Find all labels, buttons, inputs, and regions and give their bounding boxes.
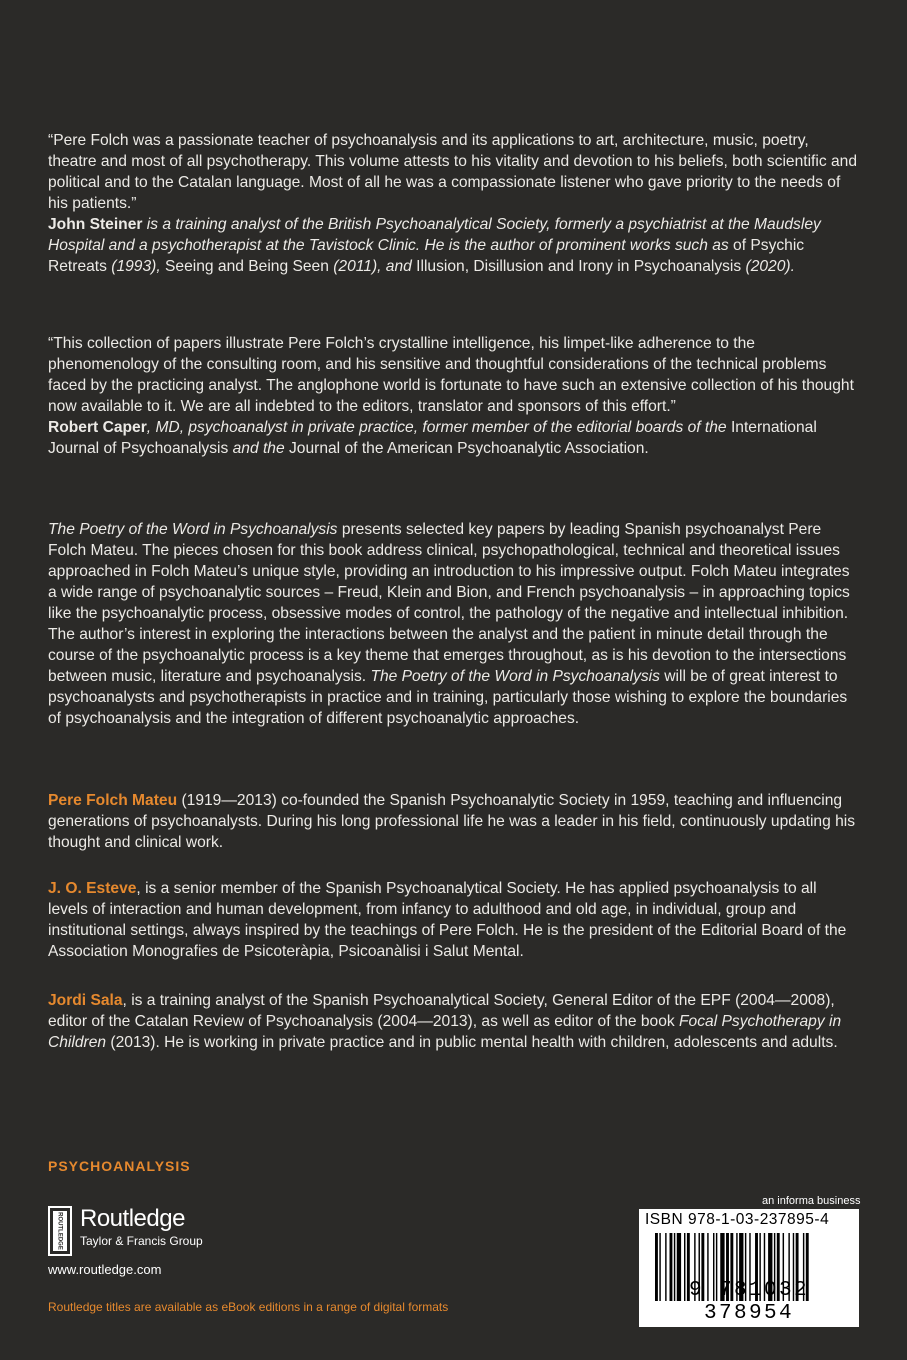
description-text: will be of great interest to psychoanalysts and psychotherapists in practice and in training, particularly those wishing to explore the boundaries of psychoanalysis and the integration of different psychoanalytic approaches. xyxy=(48,668,848,727)
book-title: Seeing and Being Seen xyxy=(165,258,329,275)
journal-title: International Journal of Psychoanalysis xyxy=(48,419,817,457)
informa-tagline: an informa business xyxy=(762,1195,861,1207)
bio-esteve xyxy=(48,878,860,962)
bio-text: (1919—2013) co-founded the Spanish Psychoanalytic Society in 1959, teaching and influencing generations of psychoanalysts. During his long professional life he was a leader in his field, continuously updating his thought and clinical work. xyxy=(48,792,856,851)
journal-title: Journal of the American Psychoanalytic Association. xyxy=(289,440,649,457)
endorser-bio: is a training analyst of the British Psychoanalytical Society, formerly a psychiatrist at the Maudsley Hospital and a psychotherapist at the Tavistock Clinic. He is the author of prominent works such as xyxy=(48,216,821,254)
book-title: of Psychic Retreats xyxy=(48,237,805,275)
author-name: Jordi Sala xyxy=(48,992,123,1009)
book-title: Illusion, Disillusion and Irony in Psychoanalysis xyxy=(416,258,742,275)
description-text: presents selected key papers by leading Spanish psychoanalyst Pere Folch Mateu. The pieces chosen for this book address clinical, psychopathological, technical and theoretical issues approached in Folch Mateu’s unique style, providing an introduction to his impressive output. Folch Mateu integrates a wide range of psychoanalytic sources – Freud, Klein and Bion, and French psychoanalysis – in approaching topics like the psychoanalytic process, obsessive modes of control, the pathology of the negative and intellectual inhibition. The author’s interest in exploring the interactions between the analyst and the patient in minute detail through the course of the psychoanalytic process is a key theme that emerges throughout, as is his devotion to the intersections between music, literature and psychoanalysis. xyxy=(48,521,850,685)
author-name: Pere Folch Mateu xyxy=(48,792,178,809)
author-name: J. O. Esteve xyxy=(48,880,137,897)
barcode-digits: 9 781032 378954 xyxy=(688,1279,810,1325)
bio-folch xyxy=(48,790,860,853)
book-description xyxy=(48,519,860,729)
book-title: The Poetry of the Word in Psychoanalysis xyxy=(370,668,660,685)
book-year: (2011), and xyxy=(328,258,417,275)
publisher-logo xyxy=(48,1206,203,1256)
book-title: Focal Psychotherapy in Children xyxy=(48,1013,842,1051)
subject-category: PSYCHOANALYSIS xyxy=(48,1158,191,1174)
isbn-barcode xyxy=(639,1209,859,1327)
endorser-bio: , MD, psychoanalyst in private practice, former member of the editorial boards of the xyxy=(146,419,731,436)
book-title: The Poetry of the Word in Psychoanalysis xyxy=(48,521,338,538)
endorser-bio: and the xyxy=(228,440,289,457)
book-year: (2020). xyxy=(741,258,795,275)
publisher-url: www.routledge.com xyxy=(48,1262,162,1277)
endorsement-steiner xyxy=(48,130,860,277)
bio-text: , is a senior member of the Spanish Psychoanalytical Society. He has applied psychoanalysis to all levels of interaction and human development, from infancy to adulthood and old age, in individual, group and institutional settings, always inspired by the teachings of Pere Folch. He is the president of the Editorial Board of the Association Monografies de Psicoteràpia, Psicoanàlisi i Salut Mental. xyxy=(48,880,847,960)
endorser-name: Robert Caper xyxy=(48,419,147,436)
quote-text: “Pere Folch was a passionate teacher of psychoanalysis and its applications to art, architecture, music, poetry, theatre and most of all psychotherapy. This volume attests to his vitality and devotion to his beliefs, both scientific and political and to the Catalan language. Most of all he was a compassionate listener who gave priority to the needs of his patients.” xyxy=(48,132,858,212)
ebook-note: Routledge titles are available as eBook editions in a range of digital formats xyxy=(48,1300,449,1314)
routledge-logo-icon xyxy=(48,1206,72,1256)
publisher-group: Taylor & Francis Group xyxy=(80,1234,203,1248)
publisher-name: Routledge xyxy=(80,1205,185,1232)
endorser-name: John Steiner xyxy=(48,216,143,233)
quote-text: “This collection of papers illustrate Pere Folch’s crystalline intelligence, his limpet-like adherence to the phenomenology of the consulting room, and his sensitive and thoughtful considerations of the technical problems faced by the practicing analyst. The anglophone world is fortunate to have such an extensive collection of his thought now available to it. We are all indebted to the editors, translator and sponsors of this effort.” xyxy=(48,335,854,415)
endorsement-caper xyxy=(48,333,860,459)
bio-text: , is a training analyst of the Spanish Psychoanalytical Society, General Editor of the EPF (2004—2008), editor of the Catalan Review of Psychoanalysis (2004—2013), as well as editor of the book xyxy=(48,992,835,1030)
isbn-text: ISBN 978-1-03-237895-4 xyxy=(645,1211,830,1228)
logo-mark-text: ROUTLEDGE xyxy=(56,1212,63,1250)
bio-text: (2013). He is working in private practice and in public mental health with children, adolescents and adults. xyxy=(106,1034,838,1051)
book-year: (1993), xyxy=(106,258,166,275)
bio-sala xyxy=(48,990,860,1053)
